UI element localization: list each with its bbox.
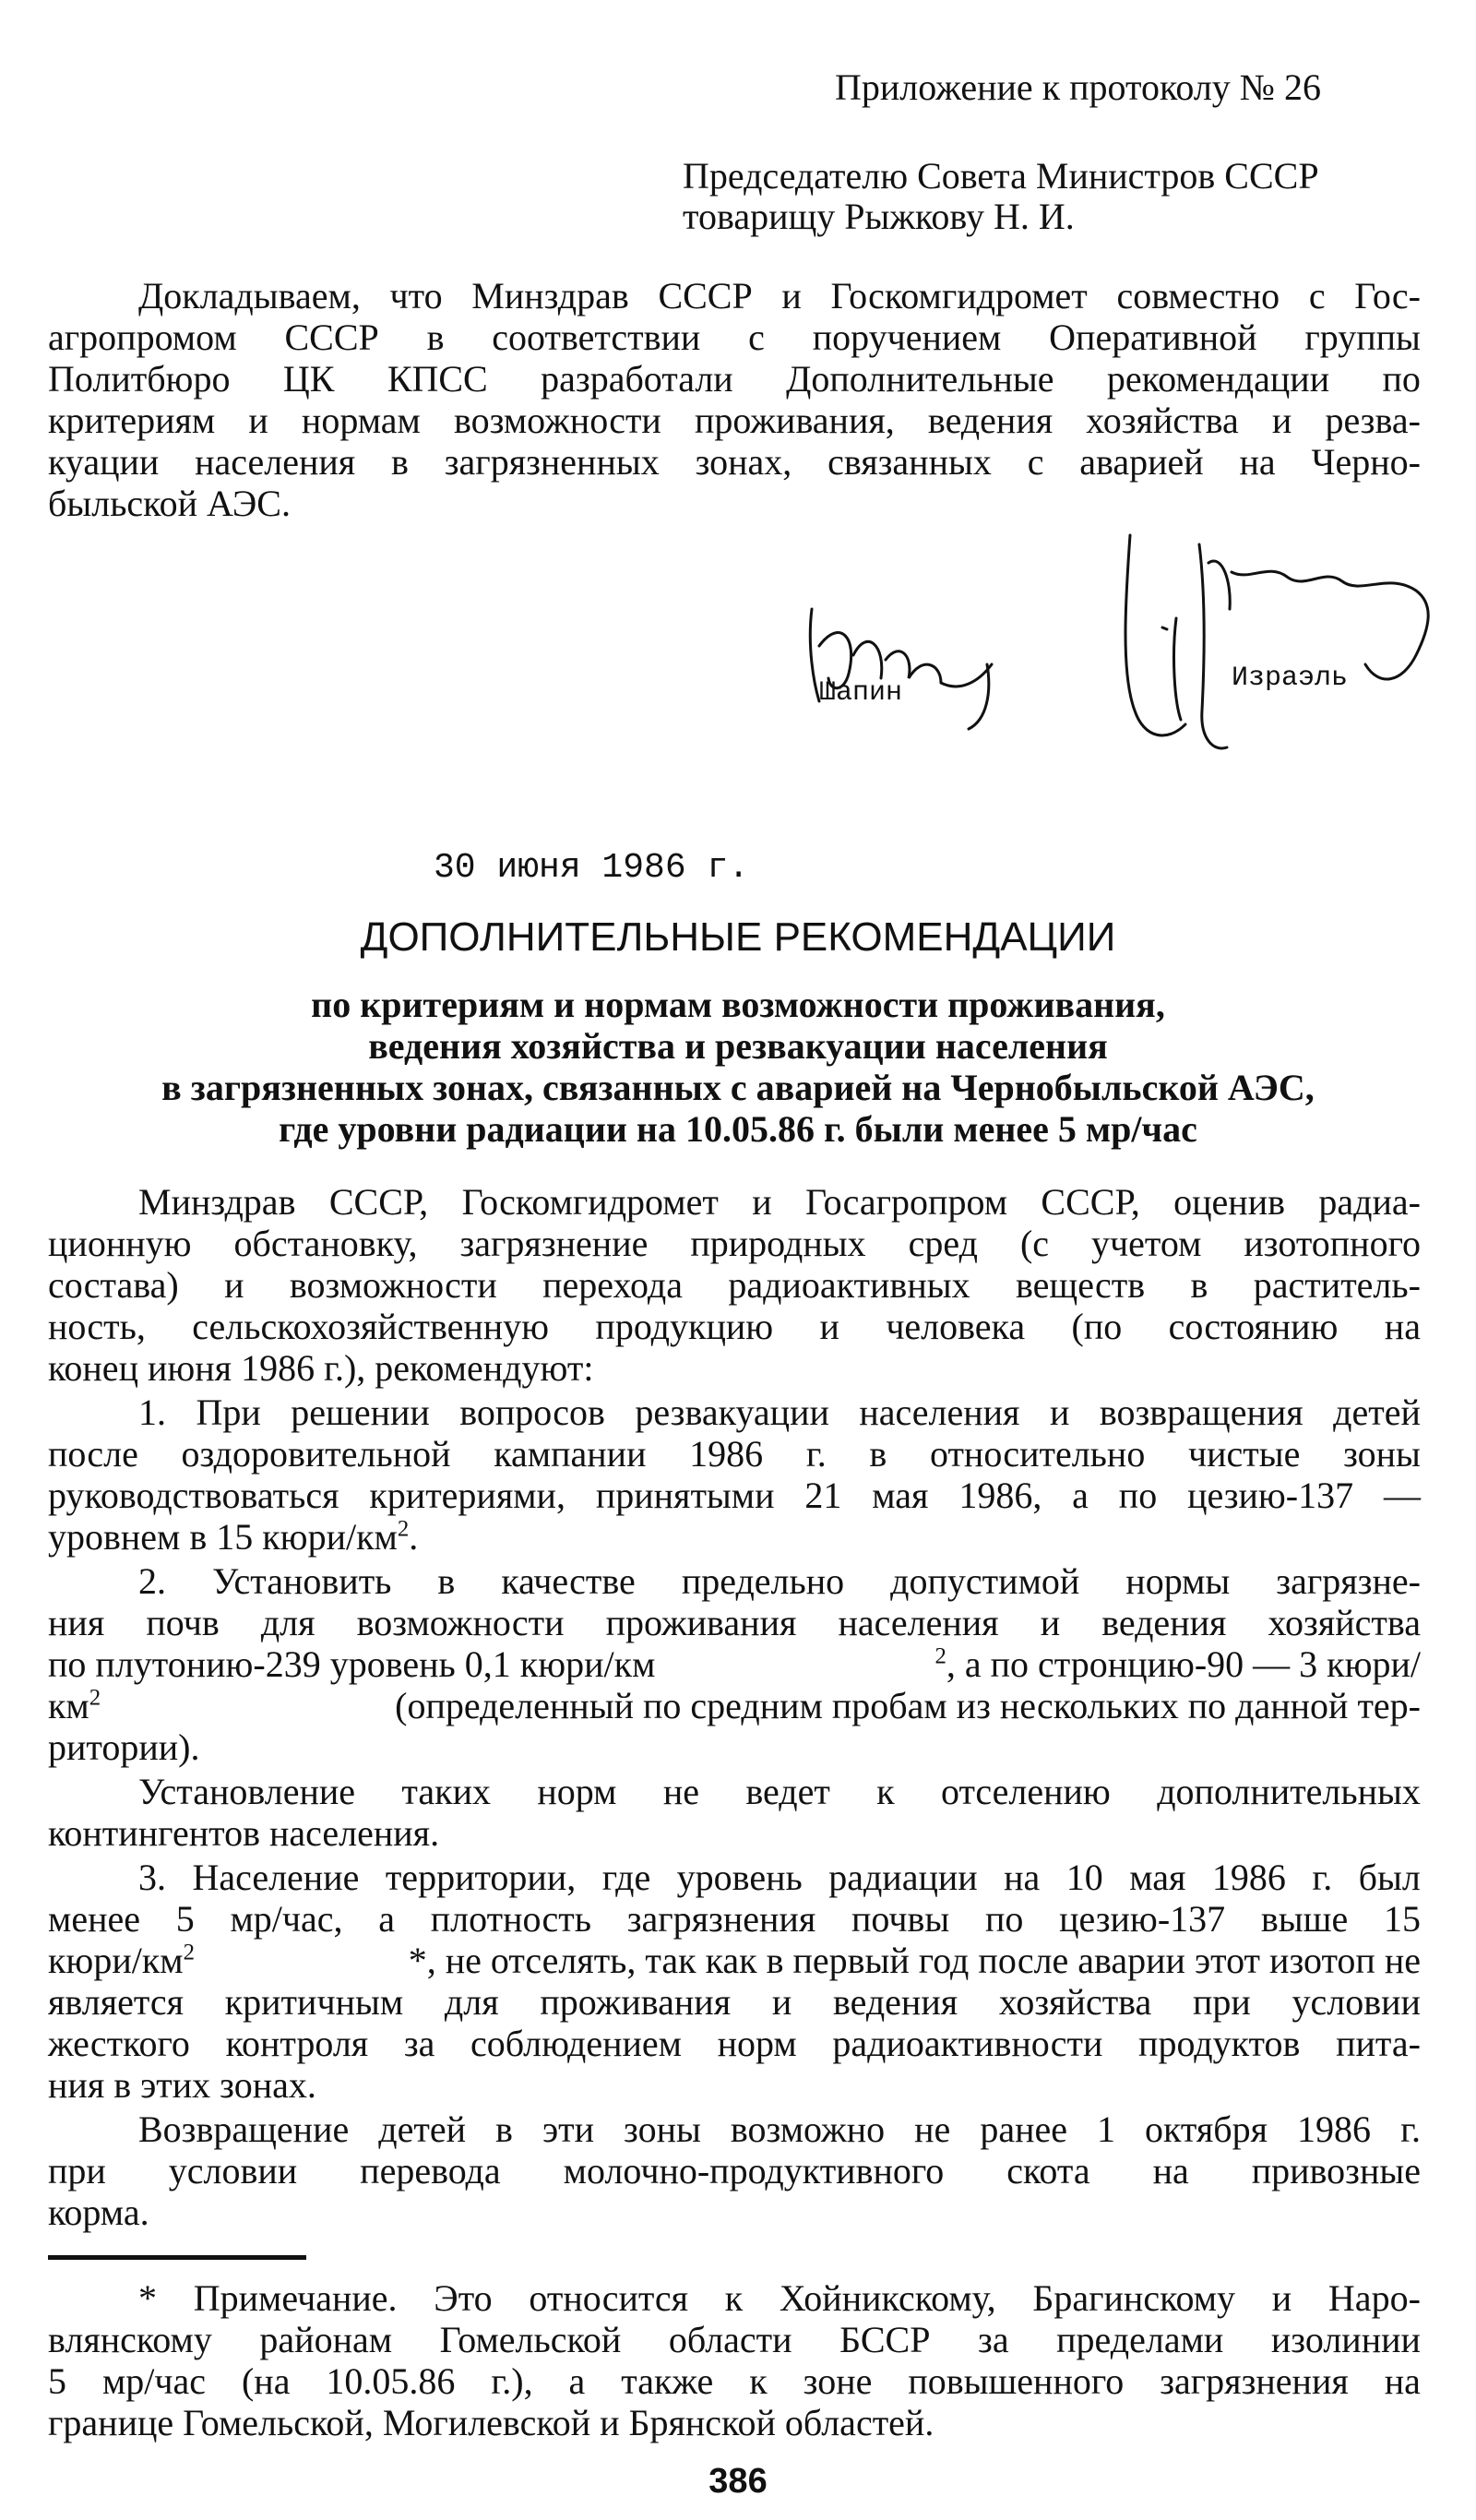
word: 5 (48, 2360, 66, 2402)
word: в (495, 2108, 513, 2150)
word: уровень (676, 1857, 803, 1898)
letter-line: быльской АЭС. (48, 483, 291, 524)
word: Наро- (1327, 2277, 1421, 2319)
word: 2. (138, 1560, 166, 1602)
word: привозные (1251, 2150, 1421, 2192)
word: ционную (48, 1223, 192, 1264)
word: эти (542, 2108, 594, 2150)
word: 10.05.86 (326, 2360, 456, 2402)
word: ведения (832, 1981, 958, 2023)
word: Гос- (1354, 275, 1421, 316)
body-line (48, 1643, 1421, 1686)
word: 1986 (1297, 2108, 1372, 2150)
body-line (48, 1516, 418, 1559)
word: районам (259, 2319, 393, 2360)
word: критериями, (369, 1475, 565, 1516)
word: Политбюро (48, 358, 231, 400)
word: ведет (745, 1771, 830, 1812)
word: территории, (385, 1857, 577, 1898)
word: населения (859, 1391, 1020, 1433)
word: изолинии (1270, 2319, 1421, 2360)
signature-shapin (803, 591, 1015, 738)
word: и (1040, 1602, 1061, 1643)
letter-line (48, 441, 1421, 484)
word: области (668, 2319, 792, 2360)
word: нормы (1125, 1560, 1231, 1602)
word: по (1382, 358, 1421, 400)
word: 1986 (689, 1433, 764, 1475)
word: загрязненных (444, 441, 660, 483)
word: критериям (48, 400, 216, 441)
word: ность, (48, 1306, 146, 1347)
word: куации (48, 441, 160, 483)
word: рекомендации (1106, 358, 1330, 400)
word: детей (1333, 1391, 1421, 1433)
word: оздоровительной (181, 1433, 451, 1475)
letter-line (48, 400, 1421, 442)
word: на (1384, 1306, 1421, 1347)
word: при (48, 2150, 106, 2192)
word: человека (886, 1306, 1026, 1347)
word: загрязнение (459, 1223, 649, 1264)
word: радиации (828, 1857, 978, 1898)
word: — (1383, 1475, 1421, 1516)
word: ведения (927, 400, 1053, 441)
word: поручением (812, 316, 1002, 358)
word: проживания (605, 1602, 797, 1643)
letter-line (48, 358, 1421, 400)
word: относительно (929, 1433, 1146, 1475)
word: с (1027, 441, 1044, 483)
word: возможности (289, 1264, 497, 1306)
subtitle-line: ведения хозяйства и резвакуации населения (368, 1025, 1108, 1067)
superscript: 2 (397, 1516, 410, 1542)
word: Докладываем, (138, 275, 361, 316)
body-line (48, 1433, 1421, 1475)
text-fragment: кюри/км (48, 1940, 184, 1981)
signature-name-left: Шапин (819, 677, 903, 709)
word: резва- (1325, 400, 1421, 441)
word: выше (1260, 1898, 1349, 1940)
signature-name-right: Израэль (1232, 663, 1349, 694)
word: совместно (1116, 275, 1280, 316)
body-line: конец июня 1986 г.), рекомендуют: (48, 1347, 594, 1389)
word: связанных (827, 441, 992, 483)
word: (с (1019, 1223, 1050, 1264)
word: жесткого (48, 2023, 190, 2064)
word: радиоактивности (832, 2023, 1103, 2064)
word: почвы (851, 1898, 950, 1940)
word: по (1118, 1475, 1158, 1516)
word: октября (1145, 2108, 1268, 2150)
word: проживания, (694, 400, 895, 441)
word: продукцию (595, 1306, 774, 1347)
page-number: 386 (708, 2462, 768, 2501)
text-fragment (48, 1685, 101, 1727)
word: и (248, 400, 268, 441)
word: соответствии (492, 316, 701, 358)
word: радиа- (1318, 1181, 1421, 1223)
word: является (48, 1981, 184, 2023)
word: 21 (804, 1475, 842, 1516)
word: веществ (1016, 1264, 1146, 1306)
subtitle-line: где уровни радиации на 10.05.86 г. были менее 5 мр/час (279, 1108, 1197, 1150)
word: на (1152, 2150, 1189, 2192)
subtitle-line: в загрязненных зонах, связанных с аварией на Чернобыльской АЭС, (161, 1067, 1315, 1108)
text-fragment: (определенный по средним пробам из нескольких по данной тер- (395, 1685, 1421, 1726)
word: также (621, 2360, 714, 2402)
text-fragment: км (48, 1685, 89, 1726)
word: г. (1312, 1857, 1333, 1898)
word: по (984, 1898, 1024, 1940)
word: для (444, 1981, 499, 2023)
body-line (48, 1940, 1421, 1982)
word: зоне (803, 2360, 873, 2402)
word: разработали (541, 358, 733, 400)
word: пределами (1056, 2319, 1224, 2360)
word: с (1308, 275, 1326, 316)
word: менее (48, 1898, 140, 1940)
word: раститель- (1253, 1264, 1421, 1306)
word: принятыми (595, 1475, 775, 1516)
word: состоянию (1168, 1306, 1339, 1347)
word: качестве (501, 1560, 636, 1602)
word: Госкомгидромет (830, 275, 1088, 316)
word: кампании (494, 1433, 647, 1475)
text-fragment: . (409, 1516, 419, 1558)
addressee-line-2: товарищу Рыжкову Н. И. (683, 196, 1075, 237)
word: а (568, 2360, 586, 2402)
word: для (260, 1602, 315, 1643)
letter-line (138, 275, 1421, 317)
handwritten-signature-left (803, 591, 1015, 738)
word: хозяйства (1268, 1602, 1421, 1643)
word: соблюдением (470, 2023, 682, 2064)
word: руководствоваться (48, 1475, 339, 1516)
document-title: ДОПОЛНИТЕЛЬНЫЕ РЕКОМЕНДАЦИИ (360, 914, 1116, 960)
word: Установить (212, 1560, 392, 1602)
word: При (196, 1391, 261, 1433)
word: 1 (1097, 2108, 1115, 2150)
word: Черно- (1311, 441, 1421, 483)
word: решении (291, 1391, 430, 1433)
handwritten-signature-right (1112, 526, 1444, 775)
addressee-line-1: Председателю Совета Министров СССР (683, 155, 1319, 197)
word: и (781, 275, 802, 316)
word: норм (537, 1771, 617, 1812)
text-fragment: по плутонию-239 уровень 0,1 кюри/км (48, 1643, 656, 1685)
body-line (48, 1898, 1421, 1941)
body-line (138, 1560, 1421, 1603)
word: молочно-продуктивного (563, 2150, 945, 2192)
word: таких (401, 1771, 491, 1812)
word: загрязнения (626, 1898, 816, 1940)
word: перехода (542, 1264, 683, 1306)
word: в (869, 1433, 887, 1475)
word: г. (805, 1433, 827, 1475)
word: зоны (624, 2108, 701, 2150)
word: вопросов (459, 1391, 605, 1433)
word: 3. (138, 1857, 166, 1898)
body-line (48, 2150, 1421, 2192)
word: при (1193, 1981, 1251, 2023)
body-line: контингентов населения. (48, 1812, 440, 1854)
word: на (1384, 2360, 1421, 2402)
body-line (48, 1264, 1421, 1307)
word: хозяйства (998, 1981, 1152, 2023)
word: и (1049, 1391, 1070, 1433)
word: * (138, 2277, 157, 2319)
word: был (1358, 1857, 1421, 1898)
word: повышенного (908, 2360, 1125, 2402)
word: учетом (1091, 1223, 1202, 1264)
word: Дополнительные (786, 358, 1054, 400)
word: мр/час, (230, 1898, 343, 1940)
word: оценив (1173, 1181, 1285, 1223)
word: и (224, 1264, 244, 1306)
word: Установление (138, 1771, 356, 1812)
word: аварией (1079, 441, 1204, 483)
word: 1986, (958, 1475, 1042, 1516)
word: дополнительных (1157, 1771, 1421, 1812)
word: возможности (453, 400, 661, 441)
word: и (819, 1306, 839, 1347)
text-fragment (934, 1643, 1421, 1686)
body-line (48, 1475, 1421, 1517)
word: ЦК (282, 358, 335, 400)
footnote-separator (48, 2255, 306, 2260)
word: влянскому (48, 2319, 212, 2360)
word: Госагропром (805, 1181, 1008, 1223)
word: 15 (1383, 1898, 1421, 1940)
word: чистые (1188, 1433, 1301, 1475)
word: ния (48, 1602, 105, 1643)
word: зоны (1343, 1433, 1421, 1475)
word: перевода (360, 2150, 501, 2192)
word: в (391, 441, 409, 483)
word: где (601, 1857, 651, 1898)
word: норм (717, 2023, 797, 2064)
word: в (1190, 1264, 1208, 1306)
word: природных (690, 1223, 866, 1264)
word: к (749, 2360, 768, 2402)
footnote-line: границе Гомельской, Могилевской и Брянской областей. (48, 2402, 934, 2443)
word: обстановку, (233, 1223, 418, 1264)
word: группы (1304, 316, 1421, 358)
word: Минздрав (471, 275, 629, 316)
word: сред (908, 1223, 978, 1264)
word: и (1271, 400, 1292, 441)
word: агропромом (48, 316, 237, 358)
footnote-line (48, 2360, 1421, 2403)
word: контроля (225, 2023, 369, 2064)
word: резвакуации (635, 1391, 829, 1433)
word: Гомельской (439, 2319, 622, 2360)
word: ранее (980, 2108, 1067, 2150)
word: загрязне- (1276, 1560, 1421, 1602)
word: состава) (48, 1264, 179, 1306)
body-line (48, 1306, 1421, 1348)
body-line (48, 1223, 1421, 1265)
word: условии (1292, 1981, 1421, 2023)
word: и (752, 1181, 772, 1223)
word: детей (378, 2108, 467, 2150)
word: почв (146, 1602, 220, 1643)
word: в (437, 1560, 456, 1602)
word: СССР (658, 275, 753, 316)
word: СССР (284, 316, 379, 358)
word: сельскохозяйственную (192, 1306, 550, 1347)
word: не (662, 1771, 699, 1812)
word: отселению (940, 1771, 1111, 1812)
superscript: 2 (89, 1685, 101, 1711)
word: скота (1006, 2150, 1090, 2192)
body-line (138, 1771, 1421, 1813)
word: СССР, (1041, 1181, 1140, 1223)
word: и (771, 1981, 792, 2023)
word: 1986 (1211, 1857, 1286, 1898)
word: цезию-137 (1187, 1475, 1354, 1516)
footnote-line (138, 2277, 1421, 2320)
word: населения (838, 1602, 999, 1643)
word: СССР, (328, 1181, 429, 1223)
body-line (48, 1602, 1421, 1644)
document-date: 30 июня 1986 г. (434, 848, 750, 888)
word: (на (241, 2360, 291, 2402)
word: БССР (839, 2319, 931, 2360)
word: допустимой (890, 1560, 1080, 1602)
footnote-line (48, 2319, 1421, 2361)
word: после (48, 1433, 138, 1475)
body-line (138, 1857, 1421, 1899)
letter-line (48, 316, 1421, 359)
word: Госкомгидромет (461, 1181, 719, 1223)
word: пита- (1336, 2023, 1421, 2064)
word: а (378, 1898, 396, 1940)
word: изотопного (1244, 1223, 1421, 1264)
word: (по (1071, 1306, 1123, 1347)
word: в (426, 316, 445, 358)
protocol-reference: Приложение к протоколу № 26 (835, 66, 1321, 108)
word: цезию-137 (1059, 1898, 1226, 1940)
word: проживания (540, 1981, 732, 2023)
word: Население (192, 1857, 360, 1898)
word: продуктов (1138, 2023, 1301, 2064)
word: за (403, 2023, 435, 2064)
word: Минздрав (138, 1181, 296, 1223)
word: к (724, 2277, 744, 2319)
word: условии (168, 2150, 298, 2192)
word: возвращения (1099, 1391, 1303, 1433)
word: мр/час (101, 2360, 207, 2402)
word: 1. (138, 1391, 166, 1433)
body-line (138, 2108, 1421, 2151)
word: предельно (681, 1560, 845, 1602)
text-fragment: *, не отселять, так как в первый год после аварии этот изотоп не (408, 1940, 1421, 1981)
word: населения (195, 441, 356, 483)
word: г. (1400, 2108, 1421, 2150)
word: возможно (730, 2108, 886, 2150)
superscript: 2 (183, 1940, 195, 1965)
word: и (1271, 2277, 1292, 2319)
word: Брагинскому (1032, 2277, 1236, 2319)
text-fragment: уровнем в 15 кюри/км (48, 1516, 398, 1558)
word: 10 (1065, 1857, 1103, 1898)
word: нормам (301, 400, 421, 441)
subtitle-line: по критериям и нормам возможности проживания, (311, 984, 1165, 1025)
body-line (138, 1181, 1421, 1224)
word: плотность (430, 1898, 591, 1940)
word: г.), (491, 2360, 533, 2402)
body-line (48, 1685, 1421, 1727)
word: на (1004, 1857, 1041, 1898)
body-line: ния в этих зонах. (48, 2064, 316, 2106)
word: загрязнения (1160, 2360, 1349, 2402)
word: зонах, (695, 441, 792, 483)
word: что (389, 275, 443, 316)
word: Это (434, 2277, 493, 2319)
word: критичным (224, 1981, 404, 2023)
word: Примечание. (193, 2277, 398, 2319)
body-line: ритории). (48, 1726, 200, 1768)
text-fragment: , а по стронцию-90 — 3 кюри/ (946, 1643, 1421, 1685)
word: мая (872, 1475, 929, 1516)
word: к (876, 1771, 895, 1812)
body-line (138, 1391, 1421, 1434)
body-line: корма. (48, 2192, 149, 2233)
word: а (1072, 1475, 1089, 1516)
word: Оперативной (1049, 316, 1257, 358)
word: Возвращение (138, 2108, 350, 2150)
body-line (48, 2023, 1421, 2065)
word: ведения (1101, 1602, 1227, 1643)
word: не (914, 2108, 951, 2150)
signature-izrael (1112, 526, 1444, 775)
superscript: 2 (934, 1643, 946, 1669)
word: возможности (356, 1602, 565, 1643)
word: с (748, 316, 765, 358)
word: радиоактивных (728, 1264, 970, 1306)
word: 5 (175, 1898, 195, 1940)
word: КПСС (387, 358, 488, 400)
text-fragment (48, 1940, 195, 1982)
word: за (978, 2319, 1009, 2360)
word: мая (1129, 1857, 1186, 1898)
body-line (48, 1981, 1421, 2024)
word: Хойникскому, (779, 2277, 996, 2319)
word: на (1239, 441, 1276, 483)
word: хозяйства (1086, 400, 1239, 441)
word: относится (529, 2277, 689, 2319)
